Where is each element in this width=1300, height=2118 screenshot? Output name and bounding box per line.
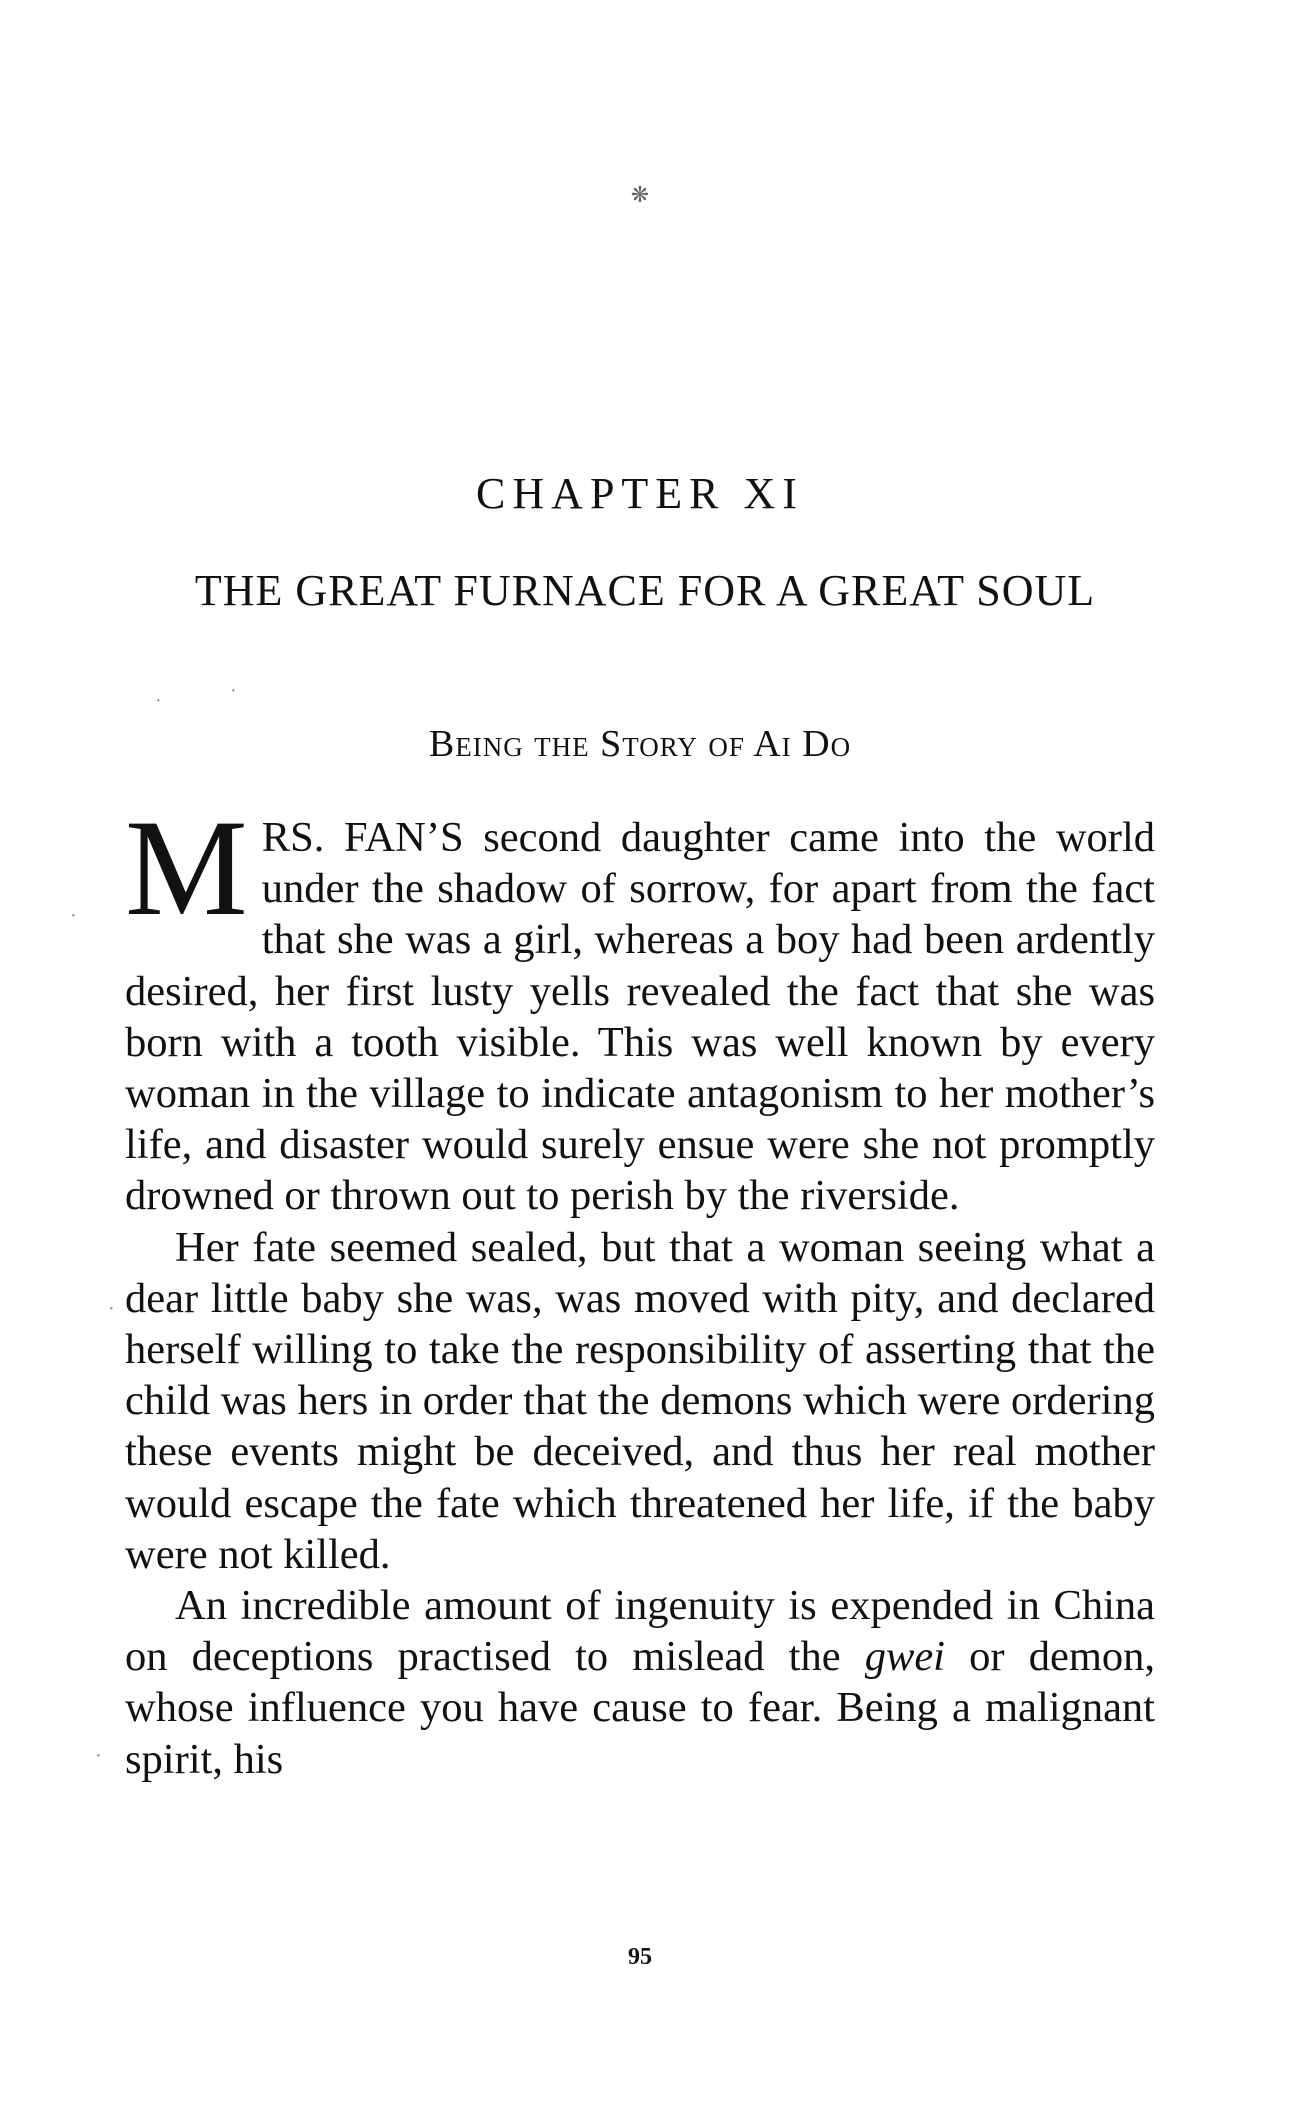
speckle-mark: · [155,690,162,712]
chapter-heading: CHAPTER XI [476,469,804,518]
ornament-icon: ❋ [630,182,650,207]
speckle-mark: · [70,905,77,927]
speckle-mark: · [95,1745,102,1767]
page-number: 95 [628,1944,652,1970]
paragraph-1-text: second daughter came into the world under the shadow of sorrow, for apart from the fact that she was a girl, whereas a boy had been ardently desired, her first lusty yells revealed the fact that she was born with a tooth visible. This was well known by every woman in the village to indicate antagonism to her mother’s life, and disaster would surely ensue were she not promptly drowned or thrown out to perish by the riverside. [125,814,1155,1220]
chapter-title: THE GREAT FURNACE FOR A GREAT SOUL [194,566,1096,615]
chapter-subtitle: Being the Story of Ai Do [428,723,852,765]
paragraph-3-italic-term: gwei [864,1633,945,1681]
speckle-mark: · [108,1298,115,1320]
paragraph-3-text-a: An incredible amount of ingenuity is expended in China on deceptions practised to mislead the [125,1582,1155,1681]
drop-cap: M [125,791,248,944]
paragraph-3 [125,1580,1155,1785]
paragraph-3-text-b: or demon, whose influence you have cause to fear. Being a malignant spirit, his [125,1633,1155,1783]
paragraph-1-lead: RS. FAN’S [261,814,464,861]
paragraph-2: Her fate seemed sealed, but that a woman seeing what a dear little baby she was, was moved with pity, and declared herself willing to take the responsibility of asserting that the child was hers in order that the demons which were ordering these events might be deceived, and thus her real mother would escape the fate which threatened her life, if the baby were not killed. [125,1223,1155,1578]
body-text [125,791,1155,1785]
speckle-mark: · [230,680,237,702]
paragraph-1 [125,791,1155,1222]
